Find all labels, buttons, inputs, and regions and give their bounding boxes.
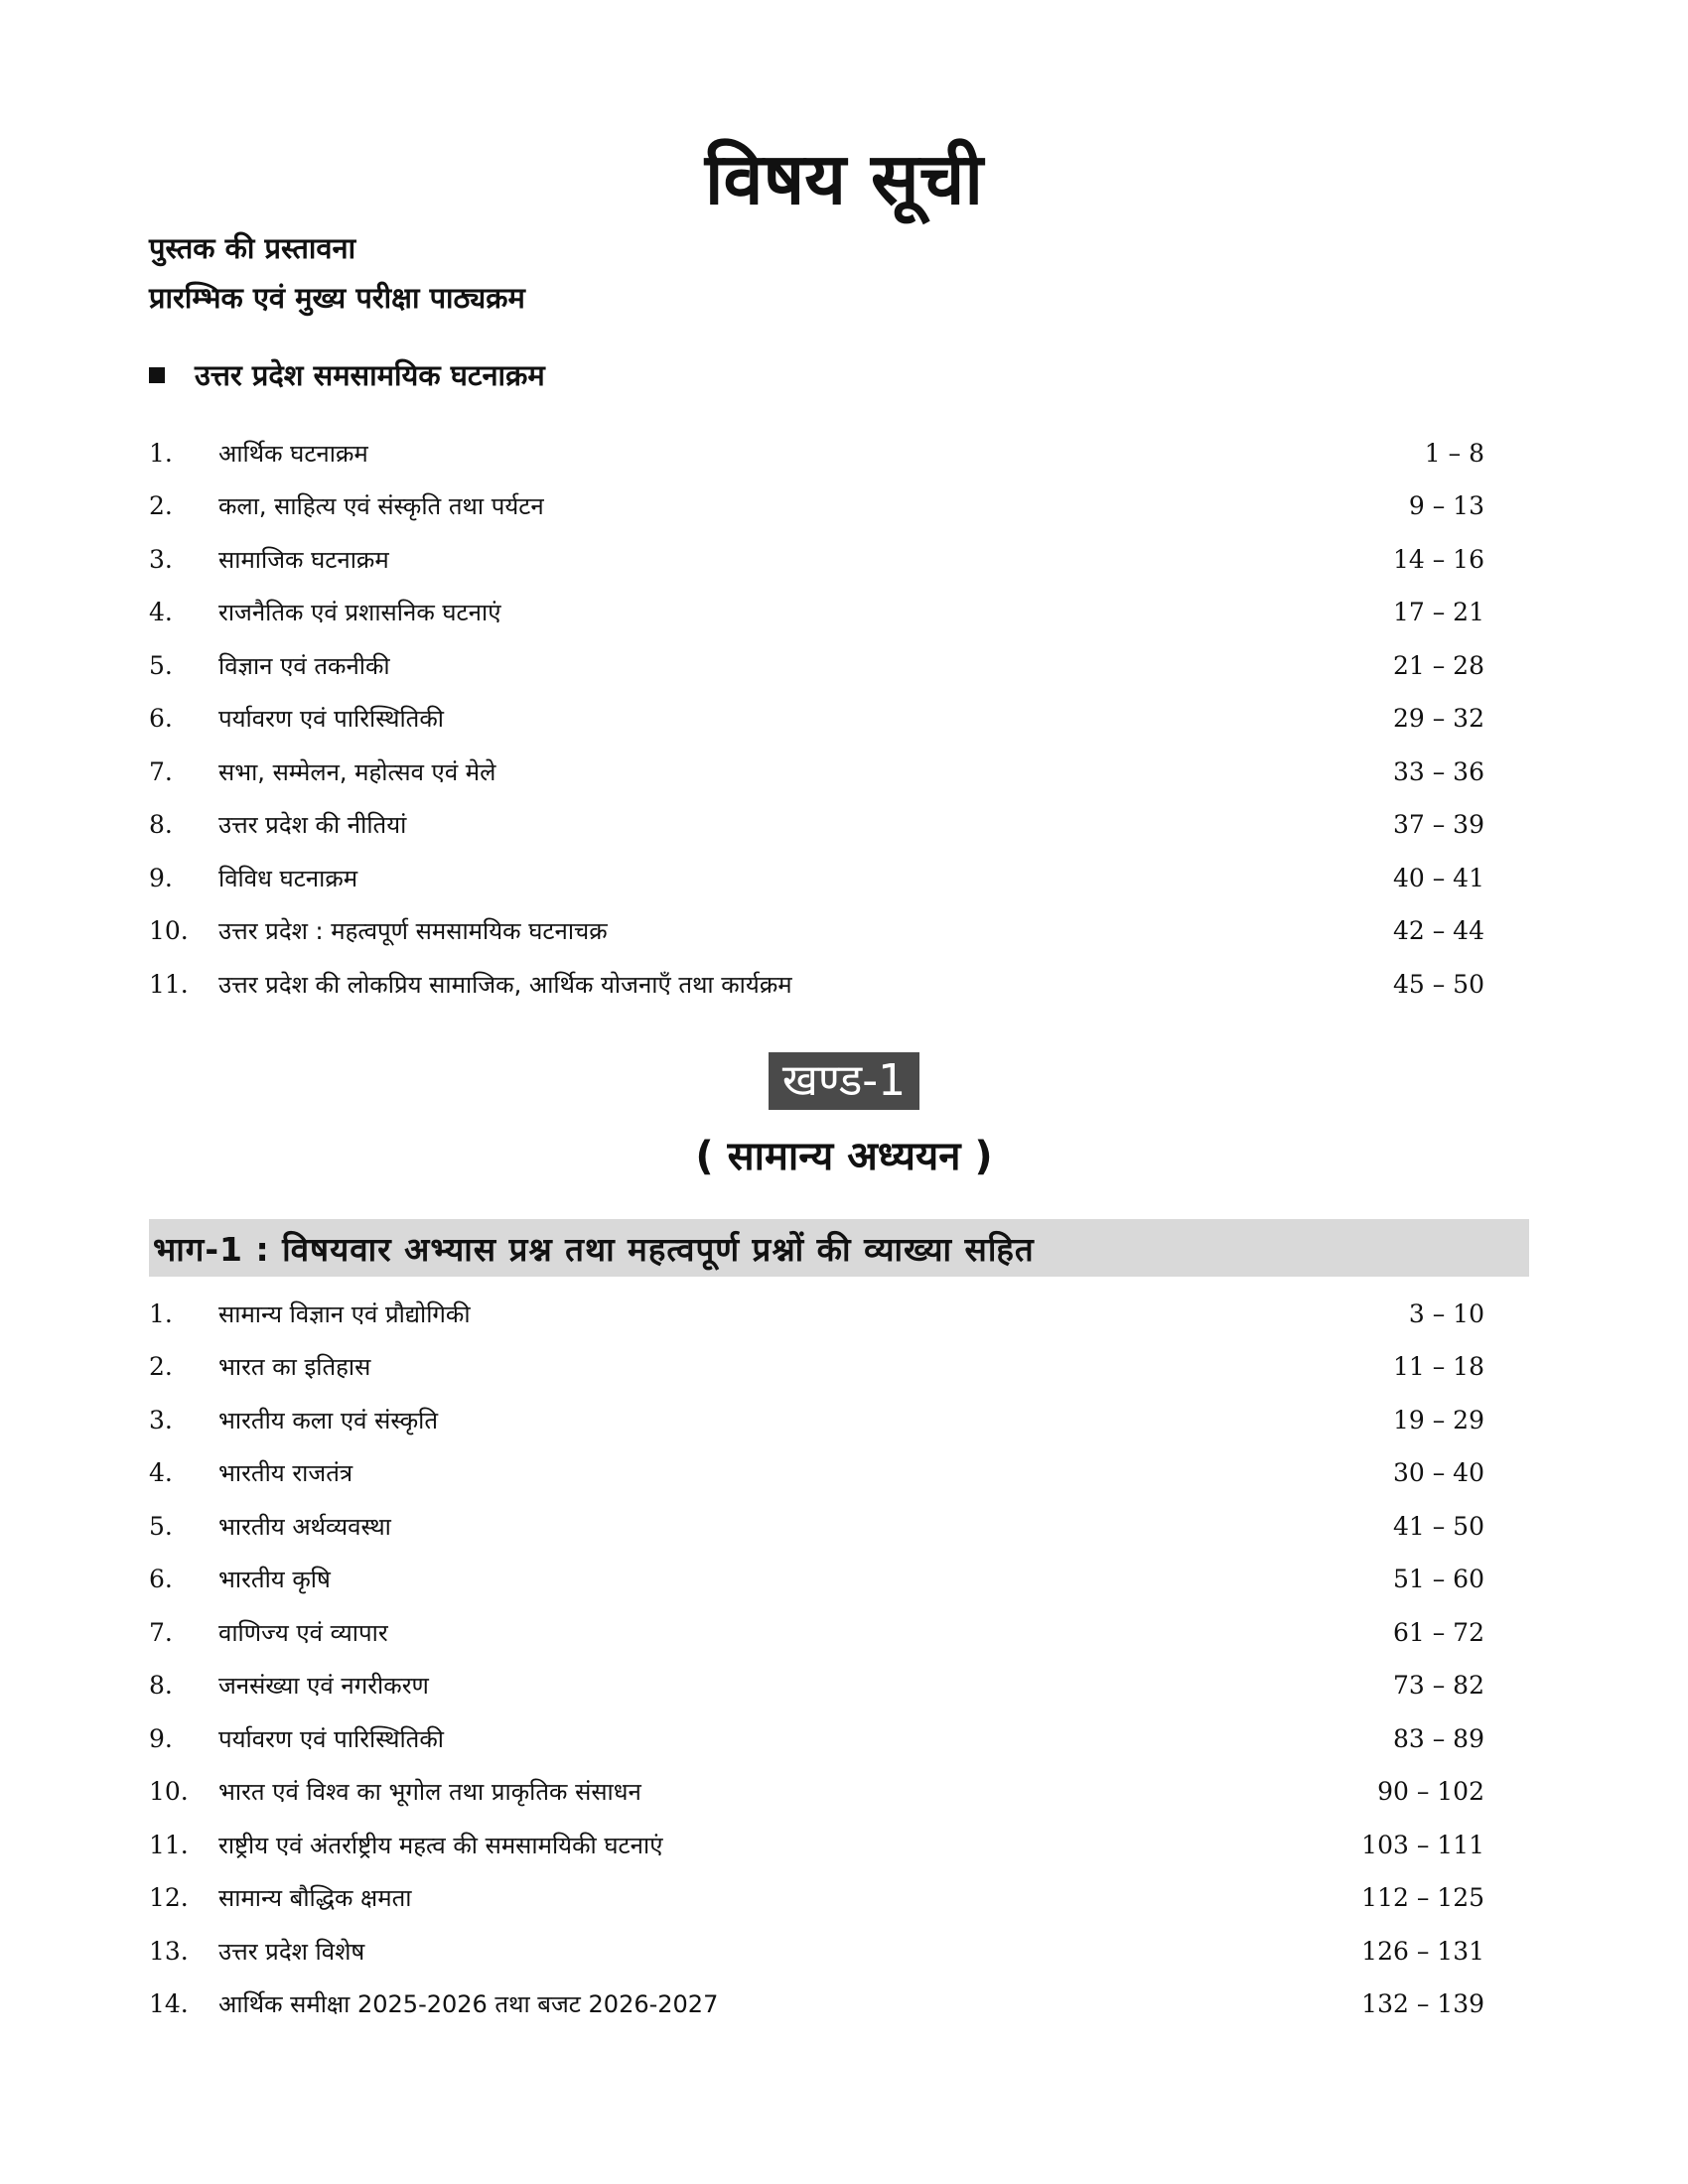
toc-row (149, 1554, 1484, 1607)
toc-list-up (149, 427, 1484, 1012)
toc-pages: 73 – 82 (1392, 1671, 1484, 1701)
toc-row (149, 533, 1484, 587)
toc-title: सामान्य विज्ञान एवं प्रौद्योगिकी (218, 1299, 471, 1328)
toc-title: पर्यावरण एवं पारिस्थितिकी (218, 705, 444, 734)
toc-number: 7. (149, 1617, 173, 1647)
toc-title: उत्तर प्रदेश की नीतियां (218, 811, 407, 840)
toc-row (149, 746, 1484, 799)
toc-row (149, 958, 1484, 1012)
toc-row (149, 427, 1484, 480)
toc-number: 8. (149, 1671, 173, 1701)
section-heading-up (149, 355, 545, 395)
toc-number: 2. (149, 491, 173, 521)
toc-title: उत्तर प्रदेश : महत्वपूर्ण समसामयिक घटनाचक्र (218, 917, 608, 946)
toc-pages: 103 – 111 (1361, 1830, 1484, 1859)
toc-pages: 61 – 72 (1392, 1617, 1484, 1647)
toc-number: 4. (149, 598, 173, 627)
toc-number: 6. (149, 704, 173, 734)
toc-number: 11. (149, 1830, 189, 1859)
toc-title: सामान्य बौद्धिक क्षमता (218, 1884, 412, 1913)
toc-row (149, 1500, 1484, 1554)
toc-number: 7. (149, 756, 173, 786)
toc-number: 5. (149, 650, 173, 680)
toc-row (149, 1766, 1484, 1820)
toc-title: राजनैतिक एवं प्रशासनिक घटनाएं (218, 599, 501, 627)
toc-number: 14. (149, 1989, 189, 2019)
toc-number: 13. (149, 1936, 189, 1966)
toc-pages: 83 – 89 (1392, 1723, 1484, 1753)
toc-number: 11. (149, 969, 189, 999)
toc-title: विविध घटनाक्रम (218, 864, 358, 892)
toc-pages: 45 – 50 (1392, 969, 1484, 999)
toc-row (149, 799, 1484, 853)
toc-title: कला, साहित्य एवं संस्कृति तथा पर्यटन (218, 492, 544, 521)
toc-row (149, 480, 1484, 534)
toc-pages: 41 – 50 (1392, 1511, 1484, 1541)
toc-title: भारत एवं विश्व का भूगोल तथा प्राकृतिक संसाधन (218, 1778, 641, 1807)
toc-row (149, 1872, 1484, 1926)
toc-row (149, 1288, 1484, 1341)
toc-pages: 40 – 41 (1392, 863, 1484, 892)
toc-number: 10. (149, 1777, 189, 1807)
toc-number: 5. (149, 1511, 173, 1541)
toc-title: राष्ट्रीय एवं अंतर्राष्ट्रीय महत्व की समसामयिकी घटनाएं (218, 1831, 663, 1859)
toc-number: 1. (149, 438, 173, 468)
section-heading-up-label: उत्तर प्रदेश समसामयिक घटनाक्रम (195, 358, 545, 392)
toc-list-part1 (149, 1288, 1484, 2031)
toc-pages: 51 – 60 (1392, 1565, 1484, 1594)
page-title: विषय सूची (704, 137, 984, 220)
toc-pages: 9 – 13 (1408, 491, 1484, 521)
toc-pages: 29 – 32 (1392, 704, 1484, 734)
toc-row (149, 852, 1484, 905)
part-heading-bar (149, 1219, 1529, 1277)
khand-label: खण्ड-1 (769, 1052, 919, 1110)
intro-syllabus: प्रारम्भिक एवं मुख्य परीक्षा पाठ्यक्रम (149, 281, 525, 315)
toc-pages: 33 – 36 (1392, 756, 1484, 786)
intro-preface: पुस्तक की प्रस्तावना (149, 231, 356, 265)
toc-pages: 3 – 10 (1408, 1298, 1484, 1328)
toc-row (149, 693, 1484, 747)
toc-title: भारतीय राजतंत्र (218, 1459, 353, 1488)
khand-banner (0, 1052, 1688, 1110)
toc-pages: 14 – 16 (1392, 544, 1484, 574)
toc-number: 3. (149, 1405, 173, 1434)
toc-number: 10. (149, 916, 189, 946)
toc-title: सामाजिक घटनाक्रम (218, 545, 389, 574)
khand-subtitle: ( सामान्य अध्ययन ) (695, 1134, 993, 1179)
toc-title: आर्थिक घटनाक्रम (218, 439, 368, 468)
toc-row (149, 1606, 1484, 1660)
toc-pages: 42 – 44 (1392, 916, 1484, 946)
toc-pages: 19 – 29 (1392, 1405, 1484, 1434)
part-heading: भाग-1 : विषयवार अभ्यास प्रश्न तथा महत्वपूर्ण प्रश्नों की व्याख्या सहित (153, 1229, 1035, 1269)
toc-pages: 37 – 39 (1392, 810, 1484, 840)
toc-row (149, 587, 1484, 640)
toc-number: 1. (149, 1298, 173, 1328)
toc-row (149, 1660, 1484, 1713)
toc-number: 4. (149, 1458, 173, 1488)
toc-pages: 17 – 21 (1392, 598, 1484, 627)
toc-title: वाणिज्य एवं व्यापार (218, 1618, 388, 1647)
toc-number: 3. (149, 544, 173, 574)
toc-pages: 1 – 8 (1424, 438, 1484, 468)
toc-title: भारतीय कृषि (218, 1566, 331, 1594)
toc-row (149, 1925, 1484, 1979)
toc-number: 9. (149, 863, 173, 892)
toc-title: विज्ञान एवं तकनीकी (218, 651, 390, 680)
toc-title: आर्थिक समीक्षा 2025-2026 तथा बजट 2026-2027 (218, 1990, 719, 2019)
toc-title: भारतीय अर्थव्यवस्था (218, 1512, 391, 1541)
toc-pages: 112 – 125 (1361, 1883, 1484, 1913)
toc-row (149, 905, 1484, 959)
toc-number: 2. (149, 1352, 173, 1382)
toc-title: उत्तर प्रदेश विशेष (218, 1937, 365, 1966)
toc-title: जनसंख्या एवं नगरीकरण (218, 1672, 429, 1701)
toc-pages: 90 – 102 (1377, 1777, 1484, 1807)
toc-title: उत्तर प्रदेश की लोकप्रिय सामाजिक, आर्थिक योजनाएँ तथा कार्यक्रम (218, 970, 792, 999)
toc-pages: 11 – 18 (1392, 1352, 1484, 1382)
toc-row (149, 1341, 1484, 1395)
toc-number: 9. (149, 1723, 173, 1753)
toc-row (149, 1712, 1484, 1766)
square-bullet-icon (149, 367, 165, 383)
toc-pages: 21 – 28 (1392, 650, 1484, 680)
toc-number: 12. (149, 1883, 189, 1913)
toc-row (149, 639, 1484, 693)
toc-title: सभा, सम्मेलन, महोत्सव एवं मेले (218, 757, 496, 786)
toc-row (149, 1979, 1484, 2032)
toc-number: 8. (149, 810, 173, 840)
toc-pages: 30 – 40 (1392, 1458, 1484, 1488)
toc-title: भारत का इतिहास (218, 1353, 371, 1382)
toc-title: पर्यावरण एवं पारिस्थितिकी (218, 1724, 444, 1753)
toc-pages: 126 – 131 (1361, 1936, 1484, 1966)
toc-row (149, 1447, 1484, 1501)
toc-row (149, 1819, 1484, 1872)
toc-title: भारतीय कला एवं संस्कृति (218, 1406, 439, 1434)
toc-number: 6. (149, 1565, 173, 1594)
toc-pages: 132 – 139 (1361, 1989, 1484, 2019)
toc-row (149, 1394, 1484, 1447)
